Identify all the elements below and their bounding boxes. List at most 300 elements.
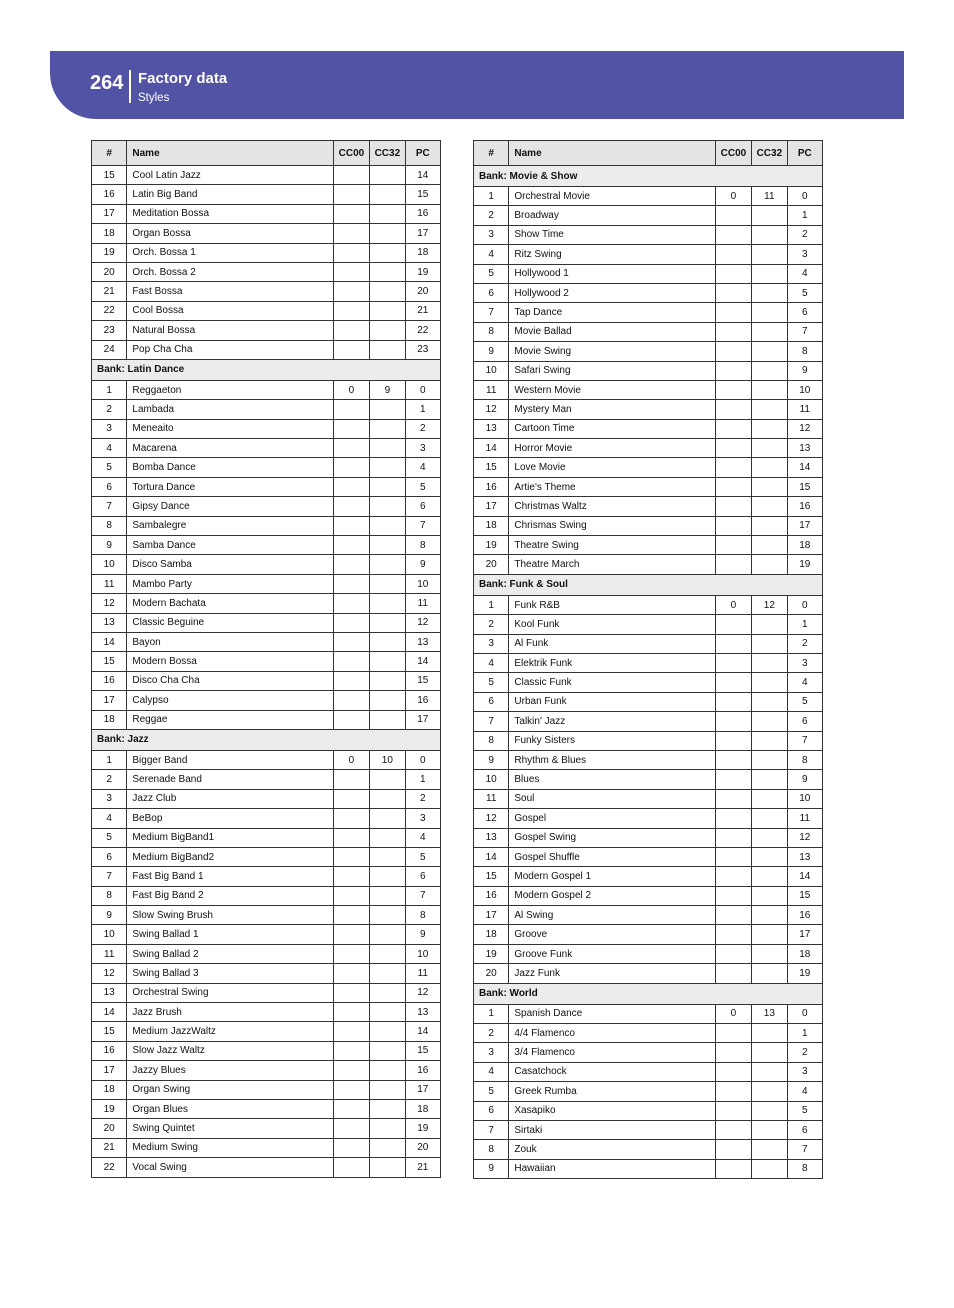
cell-cc00 bbox=[333, 439, 369, 458]
bank-label: Bank: World bbox=[474, 983, 823, 1004]
cell-cc32: 10 bbox=[370, 750, 405, 769]
cell-cc32 bbox=[370, 1099, 405, 1118]
cell-cc00 bbox=[715, 1062, 751, 1081]
cell-cc00 bbox=[333, 262, 369, 281]
table-row bbox=[474, 1120, 823, 1139]
table-row bbox=[474, 555, 823, 574]
cell-cc32 bbox=[370, 789, 405, 808]
cell-cc32 bbox=[752, 1024, 787, 1043]
cell-name: Funky Sisters bbox=[509, 731, 715, 750]
cell-cc00 bbox=[715, 809, 751, 828]
cell-pc: 8 bbox=[405, 536, 440, 555]
cell-cc32 bbox=[370, 185, 405, 204]
cell-cc00 bbox=[333, 204, 369, 223]
cell-pc: 5 bbox=[405, 847, 440, 866]
cell-name: Talkin' Jazz bbox=[509, 712, 715, 731]
table-row bbox=[474, 673, 823, 692]
cell-name: Soul bbox=[509, 789, 715, 808]
table-row bbox=[474, 361, 823, 380]
table-row bbox=[92, 925, 441, 944]
cell-number: 11 bbox=[92, 574, 127, 593]
cell-pc: 14 bbox=[787, 458, 822, 477]
cell-name: Tap Dance bbox=[509, 303, 715, 322]
cell-name: Natural Bossa bbox=[127, 321, 333, 340]
cell-pc: 11 bbox=[405, 594, 440, 613]
cell-cc32 bbox=[752, 1159, 787, 1178]
cell-pc: 6 bbox=[787, 303, 822, 322]
cell-name: Greek Rumba bbox=[509, 1082, 715, 1101]
cell-pc: 15 bbox=[787, 886, 822, 905]
table-row bbox=[92, 1022, 441, 1041]
cell-name: Elektrik Funk bbox=[509, 653, 715, 672]
cell-number: 18 bbox=[474, 516, 509, 535]
cell-name: Cartoon Time bbox=[509, 419, 715, 438]
cell-cc32 bbox=[370, 439, 405, 458]
table-row bbox=[92, 321, 441, 340]
styles-table-right bbox=[473, 140, 823, 1179]
cell-pc: 8 bbox=[787, 1159, 822, 1178]
table-header-row bbox=[474, 141, 823, 166]
cell-pc: 4 bbox=[787, 1082, 822, 1101]
cell-pc: 18 bbox=[405, 1099, 440, 1118]
cell-number: 15 bbox=[92, 652, 127, 671]
cell-cc00 bbox=[715, 264, 751, 283]
cell-number: 12 bbox=[92, 964, 127, 983]
cell-number: 16 bbox=[92, 1041, 127, 1060]
cell-cc00 bbox=[715, 1101, 751, 1120]
cell-cc00: 0 bbox=[333, 380, 369, 399]
cell-pc: 12 bbox=[787, 828, 822, 847]
cell-number: 14 bbox=[474, 439, 509, 458]
cell-cc32 bbox=[370, 1061, 405, 1080]
cell-cc32 bbox=[752, 1082, 787, 1101]
cell-number: 15 bbox=[474, 458, 509, 477]
table-row bbox=[92, 301, 441, 320]
cell-number: 3 bbox=[474, 225, 509, 244]
cell-pc: 3 bbox=[405, 809, 440, 828]
cell-name: Gospel bbox=[509, 809, 715, 828]
table-row bbox=[92, 906, 441, 925]
cell-name: Bigger Band bbox=[127, 750, 333, 769]
column-header-cc00: CC00 bbox=[333, 141, 369, 166]
cell-pc: 0 bbox=[787, 187, 822, 206]
cell-number: 4 bbox=[474, 245, 509, 264]
cell-cc00 bbox=[333, 809, 369, 828]
cell-cc32 bbox=[370, 204, 405, 223]
cell-number: 7 bbox=[92, 497, 127, 516]
cell-pc: 20 bbox=[405, 1138, 440, 1157]
cell-number: 3 bbox=[474, 1043, 509, 1062]
cell-name: Cool Latin Jazz bbox=[127, 166, 333, 185]
cell-cc32 bbox=[370, 166, 405, 185]
cell-pc: 21 bbox=[405, 1158, 440, 1177]
cell-name: Jazzy Blues bbox=[127, 1061, 333, 1080]
cell-cc00 bbox=[715, 361, 751, 380]
cell-pc: 10 bbox=[787, 789, 822, 808]
cell-cc00 bbox=[333, 1138, 369, 1157]
cell-cc00 bbox=[333, 1119, 369, 1138]
cell-name: Groove bbox=[509, 925, 715, 944]
cell-cc32 bbox=[370, 224, 405, 243]
cell-number: 14 bbox=[92, 1003, 127, 1022]
table-row bbox=[92, 789, 441, 808]
table-row bbox=[474, 847, 823, 866]
cell-cc32 bbox=[370, 613, 405, 632]
cell-pc: 5 bbox=[787, 692, 822, 711]
cell-name: Calypso bbox=[127, 691, 333, 710]
table-row bbox=[474, 867, 823, 886]
cell-name: Chrismas Swing bbox=[509, 516, 715, 535]
cell-name: Love Movie bbox=[509, 458, 715, 477]
cell-number: 18 bbox=[474, 925, 509, 944]
table-row bbox=[92, 632, 441, 651]
cell-number: 17 bbox=[474, 906, 509, 925]
table-row bbox=[92, 847, 441, 866]
cell-name: Movie Ballad bbox=[509, 322, 715, 341]
cell-number: 12 bbox=[474, 809, 509, 828]
cell-number: 1 bbox=[474, 187, 509, 206]
cell-cc32 bbox=[370, 477, 405, 496]
cell-name: Organ Bossa bbox=[127, 224, 333, 243]
cell-name: Sirtaki bbox=[509, 1120, 715, 1139]
cell-name: Groove Funk bbox=[509, 944, 715, 963]
cell-cc32: 12 bbox=[752, 595, 787, 614]
cell-pc: 19 bbox=[405, 262, 440, 281]
table-row bbox=[92, 477, 441, 496]
table-row bbox=[474, 925, 823, 944]
cell-pc: 8 bbox=[405, 906, 440, 925]
cell-cc00 bbox=[715, 477, 751, 496]
cell-number: 10 bbox=[474, 770, 509, 789]
column-header-number: # bbox=[92, 141, 127, 166]
cell-cc00 bbox=[333, 925, 369, 944]
cell-name: Urban Funk bbox=[509, 692, 715, 711]
cell-name: Modern Gospel 1 bbox=[509, 867, 715, 886]
cell-name: Fast Bossa bbox=[127, 282, 333, 301]
table-row bbox=[92, 710, 441, 729]
cell-number: 9 bbox=[474, 342, 509, 361]
cell-name: Bayon bbox=[127, 632, 333, 651]
cell-cc00 bbox=[715, 731, 751, 750]
cell-number: 11 bbox=[92, 944, 127, 963]
cell-cc32 bbox=[370, 594, 405, 613]
cell-cc32 bbox=[370, 671, 405, 690]
cell-pc: 0 bbox=[405, 750, 440, 769]
cell-cc32 bbox=[752, 264, 787, 283]
cell-name: Blues bbox=[509, 770, 715, 789]
cell-pc: 9 bbox=[787, 361, 822, 380]
cell-name: Samba Dance bbox=[127, 536, 333, 555]
table-row bbox=[92, 1138, 441, 1157]
cell-name: Gipsy Dance bbox=[127, 497, 333, 516]
cell-cc00 bbox=[715, 712, 751, 731]
cell-pc: 16 bbox=[405, 691, 440, 710]
cell-cc32 bbox=[370, 536, 405, 555]
table-row bbox=[92, 340, 441, 359]
cell-name: Jazz Funk bbox=[509, 964, 715, 983]
cell-pc: 9 bbox=[405, 925, 440, 944]
table-row bbox=[92, 536, 441, 555]
cell-name: Broadway bbox=[509, 206, 715, 225]
column-header-cc32: CC32 bbox=[752, 141, 787, 166]
cell-cc32 bbox=[370, 925, 405, 944]
cell-cc00 bbox=[333, 282, 369, 301]
cell-cc32 bbox=[752, 692, 787, 711]
cell-pc: 6 bbox=[787, 712, 822, 731]
cell-pc: 9 bbox=[405, 555, 440, 574]
cell-pc: 18 bbox=[787, 944, 822, 963]
table-row bbox=[474, 497, 823, 516]
cell-pc: 16 bbox=[405, 204, 440, 223]
cell-name: Funk R&B bbox=[509, 595, 715, 614]
cell-cc32 bbox=[752, 828, 787, 847]
cell-cc00 bbox=[333, 243, 369, 262]
styles-table-left bbox=[91, 140, 441, 1178]
cell-cc00 bbox=[333, 301, 369, 320]
cell-number: 16 bbox=[474, 477, 509, 496]
cell-cc32 bbox=[752, 419, 787, 438]
cell-cc32 bbox=[370, 809, 405, 828]
cell-cc00 bbox=[715, 458, 751, 477]
cell-number: 16 bbox=[92, 185, 127, 204]
cell-number: 17 bbox=[92, 204, 127, 223]
cell-pc: 15 bbox=[405, 185, 440, 204]
cell-cc32 bbox=[752, 477, 787, 496]
table-row bbox=[92, 750, 441, 769]
table-header-row bbox=[92, 141, 441, 166]
cell-number: 13 bbox=[474, 419, 509, 438]
cell-number: 14 bbox=[474, 847, 509, 866]
cell-cc32 bbox=[752, 245, 787, 264]
cell-number: 11 bbox=[474, 789, 509, 808]
cell-pc: 12 bbox=[405, 983, 440, 1002]
cell-cc32 bbox=[752, 322, 787, 341]
cell-pc: 22 bbox=[405, 321, 440, 340]
cell-pc: 4 bbox=[405, 458, 440, 477]
cell-cc00: 0 bbox=[715, 187, 751, 206]
cell-number: 16 bbox=[474, 886, 509, 905]
cell-cc32 bbox=[370, 555, 405, 574]
table-row bbox=[92, 1099, 441, 1118]
cell-cc32 bbox=[752, 615, 787, 634]
cell-name: Vocal Swing bbox=[127, 1158, 333, 1177]
table-row bbox=[474, 964, 823, 983]
cell-number: 14 bbox=[92, 632, 127, 651]
cell-pc: 12 bbox=[405, 613, 440, 632]
cell-cc32 bbox=[370, 1041, 405, 1060]
cell-pc: 13 bbox=[405, 632, 440, 651]
table-row bbox=[474, 1043, 823, 1062]
cell-number: 17 bbox=[92, 691, 127, 710]
cell-number: 18 bbox=[92, 710, 127, 729]
cell-pc: 6 bbox=[787, 1120, 822, 1139]
cell-cc00 bbox=[333, 906, 369, 925]
cell-cc32 bbox=[752, 886, 787, 905]
cell-name: Swing Ballad 1 bbox=[127, 925, 333, 944]
cell-number: 10 bbox=[474, 361, 509, 380]
cell-cc00 bbox=[333, 555, 369, 574]
table-row bbox=[92, 262, 441, 281]
cell-pc: 18 bbox=[787, 536, 822, 555]
cell-cc00: 0 bbox=[333, 750, 369, 769]
cell-pc: 3 bbox=[787, 1062, 822, 1081]
cell-pc: 1 bbox=[787, 206, 822, 225]
cell-number: 4 bbox=[92, 439, 127, 458]
cell-number: 2 bbox=[92, 400, 127, 419]
column-header-cc32: CC32 bbox=[370, 141, 405, 166]
cell-pc: 17 bbox=[787, 925, 822, 944]
cell-pc: 9 bbox=[787, 770, 822, 789]
cell-pc: 4 bbox=[787, 264, 822, 283]
cell-number: 9 bbox=[92, 906, 127, 925]
cell-pc: 19 bbox=[787, 555, 822, 574]
cell-cc00 bbox=[333, 340, 369, 359]
cell-cc00 bbox=[333, 185, 369, 204]
cell-name: Medium Swing bbox=[127, 1138, 333, 1157]
cell-cc32 bbox=[370, 243, 405, 262]
cell-name: Sambalegre bbox=[127, 516, 333, 535]
cell-pc: 12 bbox=[787, 419, 822, 438]
table-row bbox=[92, 555, 441, 574]
cell-number: 21 bbox=[92, 282, 127, 301]
cell-name: Medium BigBand2 bbox=[127, 847, 333, 866]
cell-number: 2 bbox=[474, 1024, 509, 1043]
cell-cc32 bbox=[370, 1138, 405, 1157]
cell-name: 3/4 Flamenco bbox=[509, 1043, 715, 1062]
cell-name: Gospel Shuffle bbox=[509, 847, 715, 866]
table-row bbox=[474, 1024, 823, 1043]
cell-name: Meditation Bossa bbox=[127, 204, 333, 223]
cell-name: Hawaiian bbox=[509, 1159, 715, 1178]
cell-cc00 bbox=[715, 828, 751, 847]
table-row bbox=[474, 1140, 823, 1159]
cell-cc32 bbox=[752, 342, 787, 361]
table-row bbox=[92, 439, 441, 458]
cell-cc32 bbox=[752, 770, 787, 789]
cell-number: 6 bbox=[474, 692, 509, 711]
cell-name: Swing Quintet bbox=[127, 1119, 333, 1138]
cell-pc: 1 bbox=[405, 770, 440, 789]
cell-cc00 bbox=[715, 342, 751, 361]
cell-number: 13 bbox=[474, 828, 509, 847]
table-row bbox=[474, 264, 823, 283]
cell-name: Mystery Man bbox=[509, 400, 715, 419]
cell-name: Fast Big Band 1 bbox=[127, 867, 333, 886]
cell-cc00 bbox=[333, 1003, 369, 1022]
cell-cc00 bbox=[715, 1140, 751, 1159]
cell-cc00 bbox=[333, 1022, 369, 1041]
bank-header-row bbox=[92, 359, 441, 380]
cell-number: 7 bbox=[474, 1120, 509, 1139]
cell-cc00 bbox=[333, 536, 369, 555]
cell-name: Lambada bbox=[127, 400, 333, 419]
cell-number: 9 bbox=[474, 750, 509, 769]
cell-number: 1 bbox=[92, 380, 127, 399]
cell-number: 2 bbox=[474, 206, 509, 225]
cell-number: 8 bbox=[92, 516, 127, 535]
cell-cc00 bbox=[333, 652, 369, 671]
cell-pc: 10 bbox=[787, 380, 822, 399]
table-row bbox=[92, 497, 441, 516]
cell-cc00 bbox=[715, 245, 751, 264]
table-row bbox=[92, 1158, 441, 1177]
cell-name: Cool Bossa bbox=[127, 301, 333, 320]
cell-name: Slow Swing Brush bbox=[127, 906, 333, 925]
column-header-cc00: CC00 bbox=[715, 141, 751, 166]
cell-pc: 14 bbox=[405, 1022, 440, 1041]
table-row bbox=[474, 1004, 823, 1023]
cell-pc: 1 bbox=[405, 400, 440, 419]
cell-cc32 bbox=[752, 1043, 787, 1062]
cell-pc: 16 bbox=[787, 906, 822, 925]
cell-number: 6 bbox=[474, 1101, 509, 1120]
table-row bbox=[474, 477, 823, 496]
cell-pc: 11 bbox=[787, 809, 822, 828]
cell-cc00 bbox=[715, 906, 751, 925]
table-row bbox=[92, 809, 441, 828]
cell-name: Modern Bossa bbox=[127, 652, 333, 671]
cell-cc00 bbox=[715, 673, 751, 692]
table-row bbox=[92, 516, 441, 535]
cell-cc00 bbox=[715, 303, 751, 322]
cell-number: 22 bbox=[92, 1158, 127, 1177]
cell-cc00 bbox=[715, 653, 751, 672]
cell-cc00 bbox=[333, 886, 369, 905]
cell-pc: 7 bbox=[787, 322, 822, 341]
table-row bbox=[474, 206, 823, 225]
table-row bbox=[474, 1062, 823, 1081]
cell-number: 5 bbox=[474, 673, 509, 692]
cell-cc00 bbox=[333, 516, 369, 535]
cell-name: Ritz Swing bbox=[509, 245, 715, 264]
table-row bbox=[474, 516, 823, 535]
cell-number: 15 bbox=[92, 166, 127, 185]
cell-name: Theatre March bbox=[509, 555, 715, 574]
table-row bbox=[474, 1082, 823, 1101]
cell-number: 5 bbox=[474, 1082, 509, 1101]
cell-name: Classic Beguine bbox=[127, 613, 333, 632]
cell-pc: 0 bbox=[787, 595, 822, 614]
cell-cc32 bbox=[752, 673, 787, 692]
table-row bbox=[474, 245, 823, 264]
cell-name: Reggaeton bbox=[127, 380, 333, 399]
bank-label: Bank: Funk & Soul bbox=[474, 574, 823, 595]
cell-cc32 bbox=[752, 964, 787, 983]
cell-pc: 20 bbox=[405, 282, 440, 301]
cell-number: 11 bbox=[474, 380, 509, 399]
cell-number: 13 bbox=[92, 983, 127, 1002]
cell-cc32 bbox=[752, 847, 787, 866]
cell-cc32 bbox=[752, 555, 787, 574]
cell-cc00 bbox=[333, 770, 369, 789]
cell-number: 2 bbox=[474, 615, 509, 634]
cell-cc00 bbox=[715, 419, 751, 438]
cell-cc32 bbox=[752, 809, 787, 828]
cell-cc00 bbox=[715, 789, 751, 808]
cell-cc00 bbox=[333, 632, 369, 651]
table-row bbox=[474, 828, 823, 847]
cell-cc32 bbox=[370, 340, 405, 359]
table-row bbox=[474, 380, 823, 399]
table-row bbox=[92, 1003, 441, 1022]
table-row bbox=[474, 615, 823, 634]
cell-cc32 bbox=[370, 886, 405, 905]
cell-pc: 6 bbox=[405, 497, 440, 516]
table-row bbox=[92, 185, 441, 204]
cell-cc32: 13 bbox=[752, 1004, 787, 1023]
cell-pc: 0 bbox=[405, 380, 440, 399]
table-row bbox=[92, 380, 441, 399]
